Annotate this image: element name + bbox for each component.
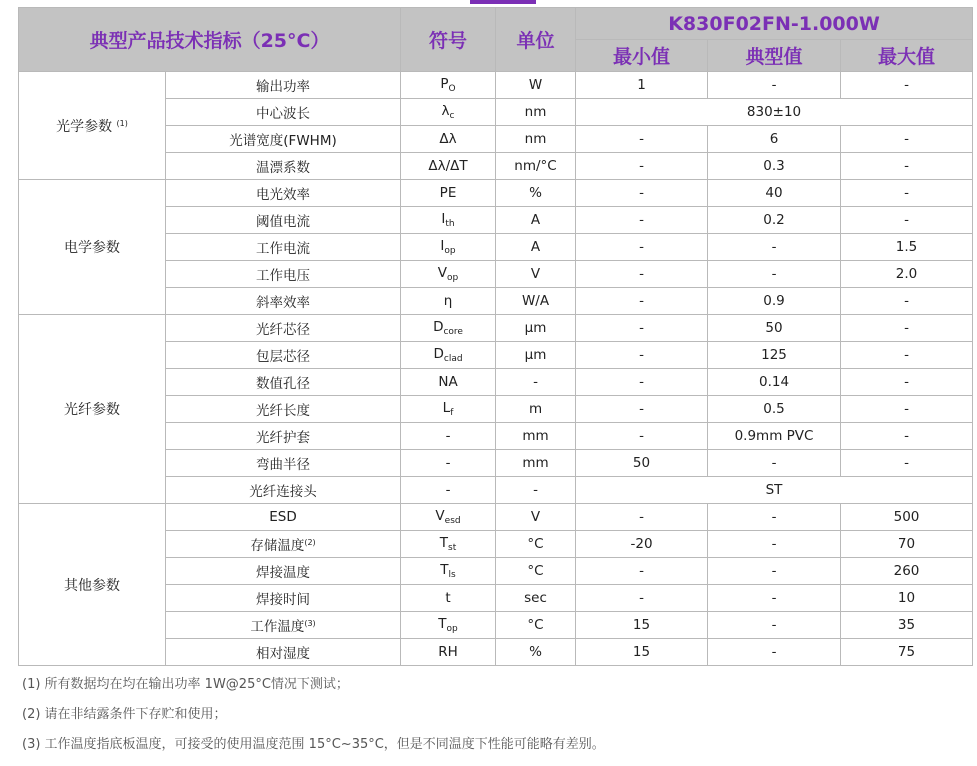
unit-cell: A <box>496 207 576 234</box>
param-name: 焊接温度 <box>256 565 310 581</box>
param-cell <box>166 639 401 666</box>
param-cell <box>166 180 401 207</box>
max-value-cell: - <box>841 288 973 315</box>
param-cell <box>166 72 401 99</box>
param-name: 中心波长 <box>256 106 310 122</box>
param-name: 光纤芯径 <box>256 322 310 338</box>
symbol-cell <box>401 423 496 450</box>
param-cell <box>166 153 401 180</box>
param-name: ESD <box>269 509 297 525</box>
symbol-main: t <box>445 590 451 606</box>
symbol-main: L <box>442 400 451 416</box>
table-row <box>19 72 973 99</box>
table-row <box>19 315 973 342</box>
min-value-cell: - <box>576 558 708 585</box>
typ-value-cell: 6 <box>708 126 841 153</box>
max-value-cell: 75 <box>841 639 973 666</box>
symbol-cell <box>401 126 496 153</box>
typ-value-cell: 50 <box>708 315 841 342</box>
symbol-cell <box>401 585 496 612</box>
symbol-subscript: f <box>450 408 454 418</box>
param-name: 工作温度 <box>250 619 305 635</box>
max-value-cell: - <box>841 180 973 207</box>
symbol-main: D <box>433 346 444 362</box>
symbol-main: D <box>433 319 444 335</box>
group-footnote-ref: (1) <box>116 118 128 128</box>
max-value-cell: - <box>841 153 973 180</box>
param-cell <box>166 261 401 288</box>
unit-cell: nm <box>496 99 576 126</box>
group-label-cell <box>19 504 166 666</box>
param-name: 光纤护套 <box>256 430 310 446</box>
unit-cell: nm/°C <box>496 153 576 180</box>
max-value-cell: - <box>841 369 973 396</box>
group-label-cell <box>19 72 166 180</box>
unit-cell: °C <box>496 612 576 639</box>
typ-value-cell: 0.2 <box>708 207 841 234</box>
symbol-main: λ <box>441 103 450 119</box>
param-cell <box>166 369 401 396</box>
typ-value-cell: - <box>708 72 841 99</box>
min-value-cell: 1 <box>576 72 708 99</box>
typ-value-cell: - <box>708 234 841 261</box>
param-cell <box>166 99 401 126</box>
symbol-main: PE <box>439 185 457 201</box>
symbol-subscript: c <box>449 111 455 121</box>
param-cell <box>166 477 401 504</box>
symbol-main: I <box>441 211 446 227</box>
min-value-cell: - <box>576 369 708 396</box>
unit-cell: μm <box>496 342 576 369</box>
top-accent-bar <box>470 0 536 4</box>
typ-value-cell: 0.3 <box>708 153 841 180</box>
unit-cell: nm <box>496 126 576 153</box>
param-name: 斜率效率 <box>256 295 310 311</box>
max-value-cell: - <box>841 207 973 234</box>
unit-cell: m <box>496 396 576 423</box>
max-value-cell: - <box>841 342 973 369</box>
param-cell <box>166 423 401 450</box>
table-title: 典型产品技术指标（25°C） <box>19 8 401 72</box>
symbol-main: V <box>437 265 448 281</box>
max-value-cell: 1.5 <box>841 234 973 261</box>
max-value-cell: 70 <box>841 531 973 558</box>
param-name: 数值孔径 <box>256 376 310 392</box>
param-name: 相对湿度 <box>256 646 310 662</box>
symbol-main: I <box>440 238 445 254</box>
symbol-main: - <box>445 428 451 444</box>
min-value-cell: - <box>576 261 708 288</box>
unit-cell: % <box>496 639 576 666</box>
param-cell <box>166 342 401 369</box>
typ-value-cell: - <box>708 261 841 288</box>
max-value-cell: - <box>841 315 973 342</box>
min-value-cell: - <box>576 207 708 234</box>
unit-cell: mm <box>496 450 576 477</box>
symbol-cell <box>401 531 496 558</box>
typ-value-cell: - <box>708 639 841 666</box>
symbol-cell <box>401 207 496 234</box>
group-name: 光纤参数 <box>64 402 120 418</box>
value-span-cell: 830±10 <box>576 99 973 126</box>
typ-value-cell: - <box>708 612 841 639</box>
spec-table <box>18 7 973 666</box>
symbol-cell <box>401 369 496 396</box>
param-name: 工作电压 <box>256 268 310 284</box>
min-value-cell: - <box>576 423 708 450</box>
typ-value-cell: - <box>708 558 841 585</box>
symbol-subscript: op <box>444 246 456 256</box>
symbol-subscript: esd <box>444 516 461 526</box>
param-cell <box>166 531 401 558</box>
typ-value-cell: 0.9 <box>708 288 841 315</box>
param-cell <box>166 207 401 234</box>
symbol-subscript: core <box>443 327 463 337</box>
symbol-cell <box>401 234 496 261</box>
max-value-cell: 500 <box>841 504 973 531</box>
param-name: 包层芯径 <box>256 349 310 365</box>
max-value-cell: 10 <box>841 585 973 612</box>
table-row <box>19 180 973 207</box>
param-cell <box>166 234 401 261</box>
unit-header: 单位 <box>496 8 576 72</box>
symbol-main: T <box>439 535 449 551</box>
unit-cell: - <box>496 477 576 504</box>
symbol-subscript: op <box>447 273 459 283</box>
min-value-cell: - <box>576 180 708 207</box>
unit-cell: mm <box>496 423 576 450</box>
symbol-main: T <box>440 562 449 578</box>
min-value-cell: - <box>576 315 708 342</box>
param-name: 光谱宽度(FWHM) <box>229 133 337 149</box>
group-name: 电学参数 <box>64 240 120 256</box>
param-name: 阈值电流 <box>256 214 310 230</box>
symbol-cell <box>401 99 496 126</box>
footnote-2: (2) 请在非结露条件下存贮和使用； <box>22 707 227 722</box>
symbol-cell <box>401 396 496 423</box>
unit-cell: A <box>496 234 576 261</box>
typ-value-cell: - <box>708 450 841 477</box>
param-name: 输出功率 <box>256 79 310 95</box>
unit-cell: % <box>496 180 576 207</box>
max-header: 最大值 <box>841 40 973 72</box>
symbol-cell <box>401 477 496 504</box>
param-cell <box>166 126 401 153</box>
symbol-cell <box>401 72 496 99</box>
footnotes <box>22 676 605 766</box>
typ-value-cell: 0.9mm PVC <box>708 423 841 450</box>
typ-header: 典型值 <box>708 40 841 72</box>
min-value-cell: - <box>576 126 708 153</box>
max-value-cell: - <box>841 423 973 450</box>
typ-value-cell: - <box>708 504 841 531</box>
symbol-subscript: O <box>448 84 456 94</box>
param-name: 弯曲半径 <box>256 457 310 473</box>
group-label-cell <box>19 180 166 315</box>
unit-cell: μm <box>496 315 576 342</box>
param-cell <box>166 558 401 585</box>
param-name: 电光效率 <box>256 187 310 203</box>
symbol-cell <box>401 153 496 180</box>
symbol-cell <box>401 450 496 477</box>
min-value-cell: - <box>576 234 708 261</box>
param-footnote-ref: (2) <box>304 538 316 547</box>
param-cell <box>166 450 401 477</box>
typ-value-cell: 40 <box>708 180 841 207</box>
max-value-cell: 35 <box>841 612 973 639</box>
param-name: 温漂系数 <box>256 160 310 176</box>
min-value-cell: - <box>576 342 708 369</box>
min-value-cell: - <box>576 288 708 315</box>
param-name: 焊接时间 <box>256 592 310 608</box>
symbol-cell <box>401 342 496 369</box>
param-cell <box>166 504 401 531</box>
param-name: 光纤连接头 <box>249 484 317 500</box>
typ-value-cell: 0.14 <box>708 369 841 396</box>
group-label-cell <box>19 315 166 504</box>
min-value-cell: 15 <box>576 612 708 639</box>
symbol-cell <box>401 261 496 288</box>
symbol-subscript: op <box>446 624 458 634</box>
symbol-main: η <box>443 293 453 309</box>
max-value-cell: 2.0 <box>841 261 973 288</box>
unit-cell: sec <box>496 585 576 612</box>
param-cell <box>166 585 401 612</box>
symbol-cell <box>401 180 496 207</box>
param-cell <box>166 288 401 315</box>
group-name: 其他参数 <box>64 577 120 594</box>
symbol-cell <box>401 315 496 342</box>
group-name: 光学参数 <box>56 118 113 135</box>
symbol-subscript: ls <box>448 570 456 580</box>
min-value-cell: -20 <box>576 531 708 558</box>
symbol-main: NA <box>438 374 458 390</box>
symbol-cell <box>401 612 496 639</box>
symbol-main: - <box>445 482 451 498</box>
max-value-cell: - <box>841 72 973 99</box>
symbol-main: V <box>435 508 445 524</box>
min-value-cell: - <box>576 504 708 531</box>
max-value-cell: - <box>841 396 973 423</box>
symbol-subscript: clad <box>443 354 463 364</box>
max-value-cell: 260 <box>841 558 973 585</box>
param-cell <box>166 315 401 342</box>
symbol-main: Δλ/ΔT <box>428 158 468 174</box>
unit-cell: V <box>496 504 576 531</box>
min-value-cell: - <box>576 585 708 612</box>
typ-value-cell: 125 <box>708 342 841 369</box>
param-name: 光纤长度 <box>256 403 310 419</box>
typ-value-cell: - <box>708 585 841 612</box>
symbol-cell <box>401 639 496 666</box>
unit-cell: - <box>496 369 576 396</box>
max-value-cell: - <box>841 126 973 153</box>
footnote-3: (3) 工作温度指底板温度，可接受的使用温度范围 15°C~35°C，但是不同温度下性能可能略有差别。 <box>22 737 605 752</box>
min-value-cell: 15 <box>576 639 708 666</box>
symbol-cell <box>401 504 496 531</box>
unit-cell: W <box>496 72 576 99</box>
min-value-cell: 50 <box>576 450 708 477</box>
symbol-cell <box>401 288 496 315</box>
symbol-subscript: th <box>445 219 455 229</box>
symbol-header: 符号 <box>401 8 496 72</box>
param-name: 工作电流 <box>256 241 310 257</box>
param-name: 存储温度 <box>250 538 305 554</box>
footnote-1: (1) 所有数据均在均在输出功率 1W@25°C情况下测试； <box>22 677 349 692</box>
unit-cell: V <box>496 261 576 288</box>
table-row <box>19 504 973 531</box>
min-header: 最小值 <box>576 40 708 72</box>
symbol-subscript: st <box>448 543 457 553</box>
param-footnote-ref: (3) <box>304 619 316 628</box>
max-value-cell: - <box>841 450 973 477</box>
symbol-main: P <box>440 76 449 92</box>
symbol-cell <box>401 558 496 585</box>
typ-value-cell: - <box>708 531 841 558</box>
symbol-main: Δλ <box>439 131 457 147</box>
unit-cell: °C <box>496 558 576 585</box>
symbol-main: RH <box>438 644 458 660</box>
min-value-cell: - <box>576 396 708 423</box>
param-cell <box>166 396 401 423</box>
typ-value-cell: 0.5 <box>708 396 841 423</box>
value-span-cell: ST <box>576 477 973 504</box>
model-header: K830F02FN-1.000W <box>576 8 973 40</box>
symbol-main: - <box>445 455 451 471</box>
unit-cell: °C <box>496 531 576 558</box>
param-cell <box>166 612 401 639</box>
unit-cell: W/A <box>496 288 576 315</box>
symbol-main: T <box>438 616 447 632</box>
min-value-cell: - <box>576 153 708 180</box>
spec-table-body <box>19 72 973 666</box>
